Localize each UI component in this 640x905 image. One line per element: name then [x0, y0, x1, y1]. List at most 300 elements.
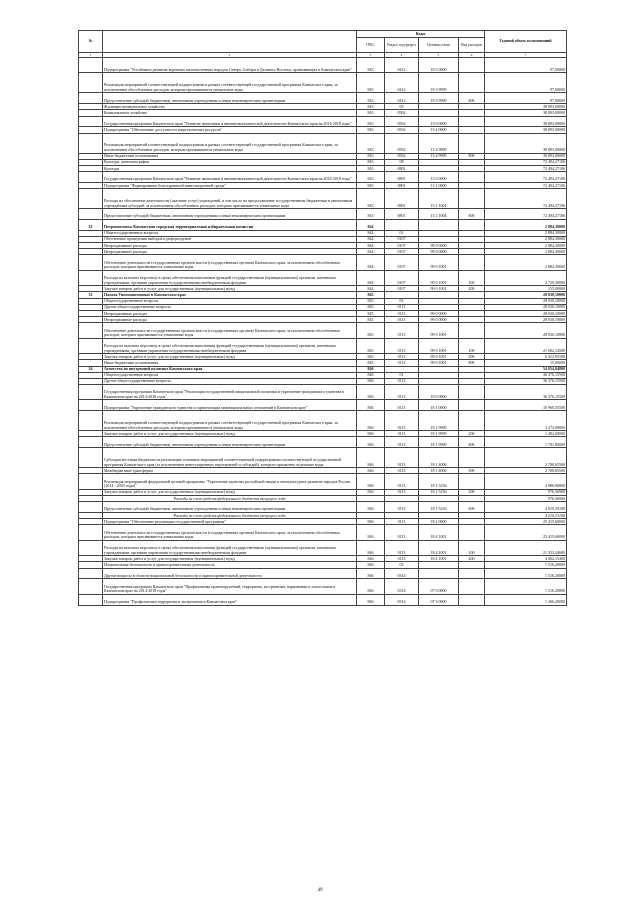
- row-amount: 28 030,10000: [485, 298, 567, 304]
- row-name: Государственная программа Камчатского края "Профилактика правонарушений, терроризма, экстремизма, наркомании и алкоголизма в Камчатском крае на 2014-2018 годы": [103, 579, 357, 594]
- row-name: Государственная программа Камчатского края "Реализация государственной национальной политики и укрепление гражданского единства в Камчатском крае на 2014-2018 годы": [103, 385, 357, 400]
- row-target: 99 0 1001: [419, 270, 459, 285]
- row-grbs: 846: [357, 540, 385, 555]
- row-name: Другие вопросы в области национальной безопасности и правоохранительной деятельности: [103, 568, 357, 579]
- table-row: [79, 579, 567, 594]
- row-grbs: 846: [357, 556, 385, 562]
- header-codes: Коды: [357, 31, 485, 38]
- row-amount: 36 376,15500: [485, 372, 567, 378]
- row-grbs: 844: [357, 219, 385, 230]
- row-type: 800: [459, 360, 485, 366]
- row-name: Непрограммные расходы: [103, 310, 357, 316]
- row-number: [79, 323, 103, 338]
- row-target: 18 1 5236: [419, 502, 459, 513]
- row-amount: 1 516,20000: [485, 579, 567, 594]
- row-section: 0801: [385, 209, 419, 220]
- table-row: [79, 133, 567, 153]
- row-target: 18 1 4006: [419, 448, 459, 468]
- colnum-6: 6: [459, 53, 485, 58]
- row-type: 600: [459, 93, 485, 104]
- row-type: 800: [459, 153, 485, 159]
- row-type: 100: [459, 338, 485, 353]
- row-amount: 72 494,27106: [485, 182, 567, 188]
- row-type: [459, 323, 485, 338]
- row-number: 34: [79, 366, 103, 372]
- row-amount: 28 030,10000: [485, 323, 567, 338]
- row-name: Непрограммные расходы: [103, 249, 357, 255]
- table-row: [79, 73, 567, 93]
- row-number: [79, 594, 103, 605]
- row-amount: 976,56900: [485, 489, 567, 495]
- row-target: 13 1 0000: [419, 182, 459, 188]
- table-row: [79, 437, 567, 448]
- row-amount: 28 030,10000: [485, 292, 567, 298]
- row-amount: 97,00000: [485, 93, 567, 104]
- row-number: [79, 502, 103, 513]
- row-name: Национальная безопасность и правоохранительная деятельность: [103, 562, 357, 568]
- row-type: [459, 189, 485, 209]
- row-amount: 4 986,90000: [485, 474, 567, 489]
- row-type: [459, 172, 485, 183]
- row-grbs: 846: [357, 385, 385, 400]
- table-row: [79, 338, 567, 353]
- row-amount: 54 054,04800: [485, 366, 567, 372]
- row-target: 99 0 0000: [419, 310, 459, 316]
- row-name: Петропавловск-Камчатская городская территориальная избирательная комиссия: [103, 219, 357, 230]
- row-grbs: 846: [357, 519, 385, 525]
- row-grbs: 846: [357, 431, 385, 437]
- row-section: 0107: [385, 255, 419, 270]
- row-type: [459, 448, 485, 468]
- row-amount: 6 412,95500: [485, 354, 567, 360]
- row-number: [79, 579, 103, 594]
- row-target: 18 3 0000: [419, 58, 459, 73]
- row-name: Расходы на выплаты персоналу в целях обеспечения выполнения функций государственными (муниципальными) органами, казенными учреждениями, органами управления государственными внебюджетными фондами: [103, 270, 357, 285]
- row-target: 18 1 5236: [419, 474, 459, 489]
- row-name: Межбюджетные трансферты: [103, 468, 357, 474]
- header-num: №: [79, 31, 103, 53]
- row-section: 0107: [385, 270, 419, 285]
- row-number: 33: [79, 292, 103, 298]
- row-amount: 28 030,10000: [485, 317, 567, 323]
- row-type: [459, 73, 485, 93]
- row-name: Предоставление субсидий бюджетным, автономным учреждениям и иным некоммерческим организациям: [103, 502, 357, 513]
- row-type: 600: [459, 502, 485, 513]
- row-grbs: 845: [357, 360, 385, 366]
- row-name: Другие общегосударственные вопросы: [103, 378, 357, 384]
- row-target: 99 0 0000: [419, 317, 459, 323]
- row-type: [459, 58, 485, 73]
- row-name: Палата Уполномоченных в Камчатском крае: [103, 292, 357, 298]
- row-section: 0113: [385, 556, 419, 562]
- row-grbs: 843: [357, 182, 385, 188]
- row-section: [385, 219, 419, 230]
- row-number: [79, 255, 103, 270]
- row-amount: 38 893,00000: [485, 133, 567, 153]
- row-name: Подпрограмма "Формирование благоприятной инвестиционной среды": [103, 182, 357, 188]
- row-name: Предоставление субсидий бюджетным, автономным учреждениям и иным некоммерческим организациям: [103, 209, 357, 220]
- row-name: Непрограммные расходы: [103, 317, 357, 323]
- row-target: 99 0 1001: [419, 338, 459, 353]
- row-amount: 10 960,55500: [485, 400, 567, 411]
- row-target: 18 1 9999: [419, 437, 459, 448]
- row-number: [79, 93, 103, 104]
- row-number: [79, 448, 103, 468]
- row-name: Подпрограмма "Укрепление гражданского единства и гармонизация межнациональных отношений в Камчатском крае": [103, 400, 357, 411]
- table-row: [79, 323, 567, 338]
- row-type: 200: [459, 354, 485, 360]
- row-section: 0113: [385, 360, 419, 366]
- row-grbs: 843: [357, 153, 385, 159]
- row-amount: 72 494,27106: [485, 209, 567, 220]
- row-section: 0801: [385, 182, 419, 188]
- row-name: Другие общегосударственные вопросы: [103, 304, 357, 310]
- row-number: [79, 116, 103, 127]
- row-amount: 2 884,30000: [485, 243, 567, 249]
- row-target: 99 0 1001: [419, 255, 459, 270]
- row-number: [79, 73, 103, 93]
- row-amount: 4 010,33100: [485, 502, 567, 513]
- colnum-3: 3: [357, 53, 385, 58]
- table-row: [79, 209, 567, 220]
- row-grbs: 843: [357, 159, 385, 165]
- row-amount: 72 494,27106: [485, 172, 567, 183]
- row-amount: 1 516,20000: [485, 562, 567, 568]
- row-section: 0113: [385, 431, 419, 437]
- row-grbs: 843: [357, 165, 385, 171]
- row-amount: 36 376,15500: [485, 385, 567, 400]
- row-amount: 4 062,15400: [485, 556, 567, 562]
- row-amount: 3 273,00000: [485, 411, 567, 431]
- row-target: 13 1 1004: [419, 209, 459, 220]
- row-target: 99 0 1001: [419, 323, 459, 338]
- table-row: [79, 116, 567, 127]
- row-name: Подпрограмма "Профилактика терроризма и экстремизма в Камчатском крае": [103, 594, 357, 605]
- row-amount: 36 376,15500: [485, 378, 567, 384]
- row-number: [79, 58, 103, 73]
- row-type: [459, 411, 485, 431]
- row-section: 0113: [385, 468, 419, 474]
- row-amount: 21 602,14500: [485, 338, 567, 353]
- row-grbs: 844: [357, 243, 385, 249]
- row-grbs: 843: [357, 58, 385, 73]
- row-name: Закупка товаров, работ и услуг для государственных (муниципальных) нужд: [103, 556, 357, 562]
- row-type: [459, 568, 485, 579]
- row-amount: 2 884,30000: [485, 255, 567, 270]
- row-target: 18 1 9999: [419, 431, 459, 437]
- row-grbs: 843: [357, 209, 385, 220]
- row-grbs: 846: [357, 400, 385, 411]
- row-amount: 97,00000: [485, 73, 567, 93]
- row-type: [459, 525, 485, 540]
- table-row: [79, 540, 567, 555]
- row-target: 18 4 1001: [419, 556, 459, 562]
- row-amount: 97,00000: [485, 58, 567, 73]
- row-section: 0113: [385, 354, 419, 360]
- row-section: 0801: [385, 189, 419, 209]
- row-type: [459, 385, 485, 400]
- header-name: [103, 31, 357, 53]
- row-grbs: 843: [357, 104, 385, 110]
- row-section: 0314: [385, 594, 419, 605]
- row-name: Общегосударственные вопросы: [103, 372, 357, 378]
- row-number: [79, 400, 103, 411]
- row-type: 200: [459, 431, 485, 437]
- row-name: Обеспечение деятельности государственных органов власти (государственных органов) Камчатского края, за исключением обособленных расходов, которым присваиваются уникальные коды: [103, 525, 357, 540]
- row-number: [79, 338, 103, 353]
- row-amount: 2 700,65500: [485, 468, 567, 474]
- row-amount: 15,00000: [485, 360, 567, 366]
- header-amount: Годовой объем ассигнований: [485, 31, 567, 53]
- row-target: 07 0 0000: [419, 579, 459, 594]
- row-amount: 1 516,20000: [485, 568, 567, 579]
- row-type: 200: [459, 556, 485, 562]
- row-type: [459, 219, 485, 230]
- row-target: 18 0 0000: [419, 385, 459, 400]
- row-target: 99 0 1001: [419, 354, 459, 360]
- row-grbs: 844: [357, 249, 385, 255]
- row-target: 07 3 0000: [419, 594, 459, 605]
- row-section: 0502: [385, 153, 419, 159]
- row-name: Закупка товаров, работ и услуг для государственных (муниципальных) нужд: [103, 354, 357, 360]
- row-amount: 28 030,10000: [485, 304, 567, 310]
- row-target: 13 4 9999: [419, 153, 459, 159]
- row-grbs: 845: [357, 310, 385, 316]
- table-row: [79, 219, 567, 230]
- header-grbs: ГРБС: [357, 38, 385, 53]
- row-type: [459, 400, 485, 411]
- row-number: [79, 540, 103, 555]
- row-amount: 72 494,27106: [485, 189, 567, 209]
- row-type: 600: [459, 437, 485, 448]
- row-type: 200: [459, 489, 485, 495]
- row-grbs: 843: [357, 116, 385, 127]
- row-name: Коммунальное хозяйство: [103, 110, 357, 116]
- row-section: 0113: [385, 338, 419, 353]
- row-section: 0113: [385, 411, 419, 431]
- row-name: Реализация мероприятий соответствующей подпрограммы в рамках соответствующей государственной программы Камчатского края, за исключением обособленных расходов, которым присваиваются уникальные коды: [103, 411, 357, 431]
- row-number: [79, 474, 103, 489]
- row-grbs: 846: [357, 525, 385, 540]
- row-amount: 155,00000: [485, 286, 567, 292]
- row-name: Государственная программа Камчатского края "Развитие экономики и внешнеэкономической деятельности Камчатского края на 2014-2018 годы": [103, 172, 357, 183]
- row-section: 0113: [385, 525, 419, 540]
- row-type: 100: [459, 540, 485, 555]
- row-grbs: 844: [357, 255, 385, 270]
- row-grbs: 845: [357, 338, 385, 353]
- row-section: 0113: [385, 400, 419, 411]
- colnum-7: 7: [485, 53, 567, 58]
- row-section: 0801: [385, 172, 419, 183]
- table-row: [79, 385, 567, 400]
- row-name: Обеспечение проведения выборов и референдумов: [103, 236, 357, 242]
- row-section: 0113: [385, 378, 419, 384]
- row-section: 0502: [385, 116, 419, 127]
- row-grbs: 843: [357, 172, 385, 183]
- table-row: [79, 172, 567, 183]
- row-section: 0314: [385, 568, 419, 579]
- row-name: Субсидии местным бюджетам на реализацию основных мероприятий соответствующей подпрограммы соответствующей государственной программы Камчатского края (за исключением инвестиционных мероприятий и субсидий), которым присвоены отдельные коды: [103, 448, 357, 468]
- row-section: 0113: [385, 519, 419, 525]
- row-section: 0107: [385, 236, 419, 242]
- row-number: [79, 189, 103, 209]
- row-amount: 1 482,00000: [485, 431, 567, 437]
- row-amount: 28 030,10000: [485, 310, 567, 316]
- row-grbs: 846: [357, 594, 385, 605]
- row-number: [79, 411, 103, 431]
- row-name: Закупка товаров, работ и услуг для государственных (муниципальных) нужд: [103, 431, 357, 437]
- row-amount: 2 884,30000: [485, 230, 567, 236]
- table-body: [79, 58, 567, 606]
- row-section: 0113: [385, 489, 419, 495]
- row-target: 18 1 4006: [419, 468, 459, 474]
- table-row: [79, 474, 567, 489]
- row-amount: 38 893,00000: [485, 127, 567, 133]
- row-type: [459, 579, 485, 594]
- row-name: Закупка товаров, работ и услуг для государственных (муниципальных) нужд: [103, 489, 357, 495]
- table-row: [79, 502, 567, 513]
- row-type: [459, 133, 485, 153]
- row-name: Культура, кинематография: [103, 159, 357, 165]
- row-name: Предоставление субсидий бюджетным, автономным учреждениям и иным некоммерческим организациям: [103, 93, 357, 104]
- row-amount: 2 884,30000: [485, 249, 567, 255]
- row-number: [79, 172, 103, 183]
- budget-table: [78, 30, 567, 606]
- table-row: [79, 270, 567, 285]
- row-number: [79, 133, 103, 153]
- row-section: 01: [385, 372, 419, 378]
- row-name: Общегосударственные вопросы: [103, 230, 357, 236]
- table-row: [79, 58, 567, 73]
- row-grbs: 846: [357, 474, 385, 489]
- row-section: 0113: [385, 502, 419, 513]
- page-number: 49: [317, 888, 323, 893]
- table-row: [79, 255, 567, 270]
- row-grbs: 846: [357, 448, 385, 468]
- row-section: 0113: [385, 437, 419, 448]
- row-name: Расходы за счет средств федерального бюджета текущего года: [103, 496, 357, 502]
- row-type: 100: [459, 270, 485, 285]
- header-section: Раздел, под-раздел: [385, 38, 419, 53]
- row-name: Реализация мероприятий федеральной целевой программы "Укрепление единства российской нации и этнокультурное развитие народов России (2014 - 2020 годы)": [103, 474, 357, 489]
- row-grbs: 843: [357, 133, 385, 153]
- table-row: [79, 400, 567, 411]
- row-target: 18 1 5236: [419, 489, 459, 495]
- row-amount: 976,56900: [485, 496, 567, 502]
- row-section: 0113: [385, 310, 419, 316]
- row-name: Расходы на выплаты персоналу в целях обеспечения выполнения функций государственными (муниципальными) органами, казенными учреждениями, органами управления государственными внебюджетными фондами: [103, 338, 357, 353]
- row-grbs: 844: [357, 270, 385, 285]
- row-name: Предоставление субсидий бюджетным, автономным учреждениям и иным некоммерческим организациям: [103, 437, 357, 448]
- row-grbs: 846: [357, 502, 385, 513]
- row-target: 18 3 9999: [419, 93, 459, 104]
- row-target: 18 3 9999: [419, 73, 459, 93]
- row-name: Непрограммные расходы: [103, 243, 357, 249]
- row-section: 01: [385, 298, 419, 304]
- row-type: 500: [459, 468, 485, 474]
- row-amount: 38 893,00000: [485, 110, 567, 116]
- row-amount: 1 791,00000: [485, 437, 567, 448]
- table-row: [79, 594, 567, 605]
- row-grbs: 843: [357, 93, 385, 104]
- row-section: 0801: [385, 165, 419, 171]
- row-section: 0412: [385, 73, 419, 93]
- row-name: Расходы на обеспечение деятельности (оказание услуг) учреждений, в том числе на предоставление государственным бюджетным и автономным учреждениям субсидий, за исключением обособленных расходов, которым присваиваются уникальные коды: [103, 189, 357, 209]
- row-amount: 2 700,65500: [485, 448, 567, 468]
- row-type: [459, 594, 485, 605]
- row-target: 13 4 0000: [419, 127, 459, 133]
- row-name: Обеспечение деятельности государственных органов власти (государственных органов) Камчатского края, за исключением обособленных расходов, которым присваиваются уникальные коды: [103, 323, 357, 338]
- row-name: Государственная программа Камчатского края "Развитие экономики и внешнеэкономической деятельности Камчатского края на 2014-2018 годы": [103, 116, 357, 127]
- row-number: [79, 270, 103, 285]
- row-grbs: 846: [357, 437, 385, 448]
- row-section: 0412: [385, 93, 419, 104]
- row-section: 0113: [385, 448, 419, 468]
- row-target: 99 0 0000: [419, 249, 459, 255]
- row-grbs: 845: [357, 304, 385, 310]
- row-section: 03: [385, 562, 419, 568]
- row-grbs: 845: [357, 298, 385, 304]
- row-type: [459, 474, 485, 489]
- row-name: Подпрограмма "Обеспечение реализации государственной программы": [103, 519, 357, 525]
- table-row: [79, 448, 567, 468]
- row-name: Обеспечение деятельности государственных органов власти (государственных органов) Камчатского края, за исключением обособленных расходов, которым присваиваются уникальные коды: [103, 255, 357, 270]
- row-grbs: 843: [357, 110, 385, 116]
- row-section: 0502: [385, 133, 419, 153]
- row-target: 18 4 1001: [419, 540, 459, 555]
- row-name: Реализация мероприятий соответствующей подпрограммы в рамках соответствующей государственной программы Камчатского края, за исключением обособленных расходов, которым присваиваются уникальные коды: [103, 133, 357, 153]
- row-grbs: 845: [357, 354, 385, 360]
- row-name: Иные бюджетные ассигнования: [103, 153, 357, 159]
- row-number: [79, 437, 103, 448]
- row-section: 0314: [385, 579, 419, 594]
- row-grbs: 843: [357, 189, 385, 209]
- row-target: 99 0 1001: [419, 286, 459, 292]
- row-section: 01: [385, 230, 419, 236]
- row-name: Иные бюджетные ассигнования: [103, 360, 357, 366]
- header-type: Вид расходов: [459, 38, 485, 53]
- row-grbs: 843: [357, 127, 385, 133]
- row-section: 0113: [385, 474, 419, 489]
- row-amount: 72 494,27106: [485, 159, 567, 165]
- row-section: 0113: [385, 385, 419, 400]
- colnum-4: 4: [385, 53, 419, 58]
- row-amount: 2 729,30000: [485, 270, 567, 285]
- row-section: 0107: [385, 286, 419, 292]
- row-type: 600: [459, 209, 485, 220]
- table-row: [79, 525, 567, 540]
- row-amount: 38 893,00000: [485, 153, 567, 159]
- row-type: 200: [459, 286, 485, 292]
- row-name: Реализация мероприятий соответствующей подпрограммы в рамках соответствующей государственной программы Камчатского края, за исключением обособленных расходов, которым присваиваются уникальные коды: [103, 73, 357, 93]
- row-grbs: 844: [357, 230, 385, 236]
- row-amount: 2 884,30000: [485, 236, 567, 242]
- row-section: 0113: [385, 304, 419, 310]
- row-target: 13 0 0000: [419, 116, 459, 127]
- row-amount: 25 415,60000: [485, 525, 567, 540]
- row-grbs: 844: [357, 286, 385, 292]
- row-number: [79, 525, 103, 540]
- row-number: 32: [79, 219, 103, 230]
- row-section: 0113: [385, 317, 419, 323]
- colnum-5: 5: [419, 53, 459, 58]
- row-target: 99 0 0000: [419, 243, 459, 249]
- row-grbs: 846: [357, 562, 385, 568]
- row-grbs: 843: [357, 73, 385, 93]
- row-amount: 4 010,33100: [485, 512, 567, 518]
- row-grbs: 846: [357, 579, 385, 594]
- row-amount: 1 266,20000: [485, 594, 567, 605]
